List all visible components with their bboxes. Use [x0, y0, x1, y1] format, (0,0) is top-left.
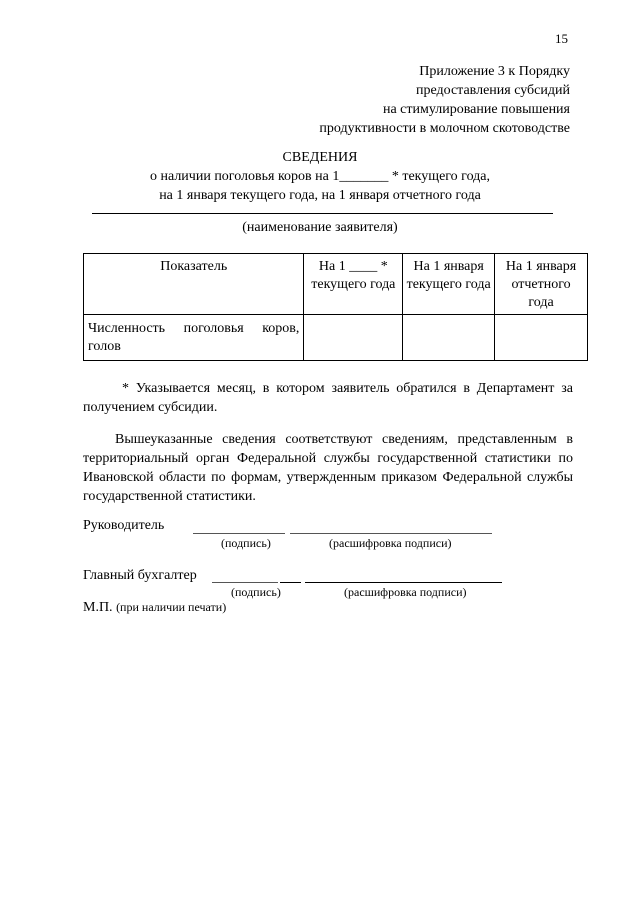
- table-cell-value[interactable]: [495, 315, 588, 361]
- page-number: 15: [555, 31, 568, 46]
- appendix-header: [319, 62, 570, 138]
- head-decoding-line[interactable]: [290, 533, 492, 534]
- appendix-line: предоставления субсидий: [415, 83, 570, 98]
- head-signature-line[interactable]: [193, 533, 285, 534]
- info-paragraph: Вышеуказанные сведения соответствуют сведениям, представленным в территориальный орган Федеральной службы государственной статистики по Ивановской области по формам, утвержденным приказом Федеральной службы государственной статистики.: [83, 432, 573, 504]
- table-header-cell: Показатель: [84, 254, 304, 315]
- document-title-block: [0, 148, 640, 205]
- document-subtitle-line: о наличии поголовья коров на 1_______ * текущего года,: [149, 169, 490, 184]
- accountant-signature-line[interactable]: [212, 582, 278, 583]
- table-header-cell: На 1 января текущего года: [403, 254, 495, 315]
- document-title: СВЕДЕНИЯ: [282, 150, 358, 165]
- seal-line: [83, 600, 226, 616]
- seal-note: (при наличии печати): [116, 600, 227, 614]
- seal-label: М.П.: [83, 600, 113, 615]
- footnote: * Указывается месяц, в котором заявитель обратился в Департамент за получением субсидии.: [83, 381, 573, 415]
- livestock-table: [83, 253, 588, 361]
- appendix-line: на стимулирование повышения: [382, 102, 570, 117]
- accountant-label: Главный бухгалтер: [83, 568, 197, 583]
- table-header-row: [84, 254, 588, 315]
- accountant-decoding-caption: (расшифровка подписи): [344, 585, 467, 599]
- table-header-cell: На 1 ____ * текущего года: [304, 254, 403, 315]
- applicant-name-line: [92, 213, 553, 214]
- table-header-cell: На 1 января отчетного года: [495, 254, 588, 315]
- table-row: [84, 315, 588, 361]
- applicant-caption: (наименование заявителя): [242, 220, 398, 235]
- head-signature-caption: (подпись): [221, 536, 271, 550]
- accountant-signature-caption: (подпись): [231, 585, 281, 599]
- table-cell-indicator: Численность поголовья коров, голов: [84, 315, 304, 361]
- table-cell-value[interactable]: [304, 315, 403, 361]
- head-decoding-caption: (расшифровка подписи): [329, 536, 452, 550]
- document-subtitle-line: на 1 января текущего года, на 1 января отчетного года: [159, 188, 481, 203]
- appendix-line: продуктивности в молочном скотоводстве: [319, 121, 570, 136]
- table-cell-value[interactable]: [403, 315, 495, 361]
- accountant-decoding-line[interactable]: [305, 582, 502, 583]
- head-label: Руководитель: [83, 518, 165, 533]
- accountant-signature-line-bold: [280, 582, 301, 583]
- appendix-line: Приложение 3 к Порядку: [419, 64, 570, 79]
